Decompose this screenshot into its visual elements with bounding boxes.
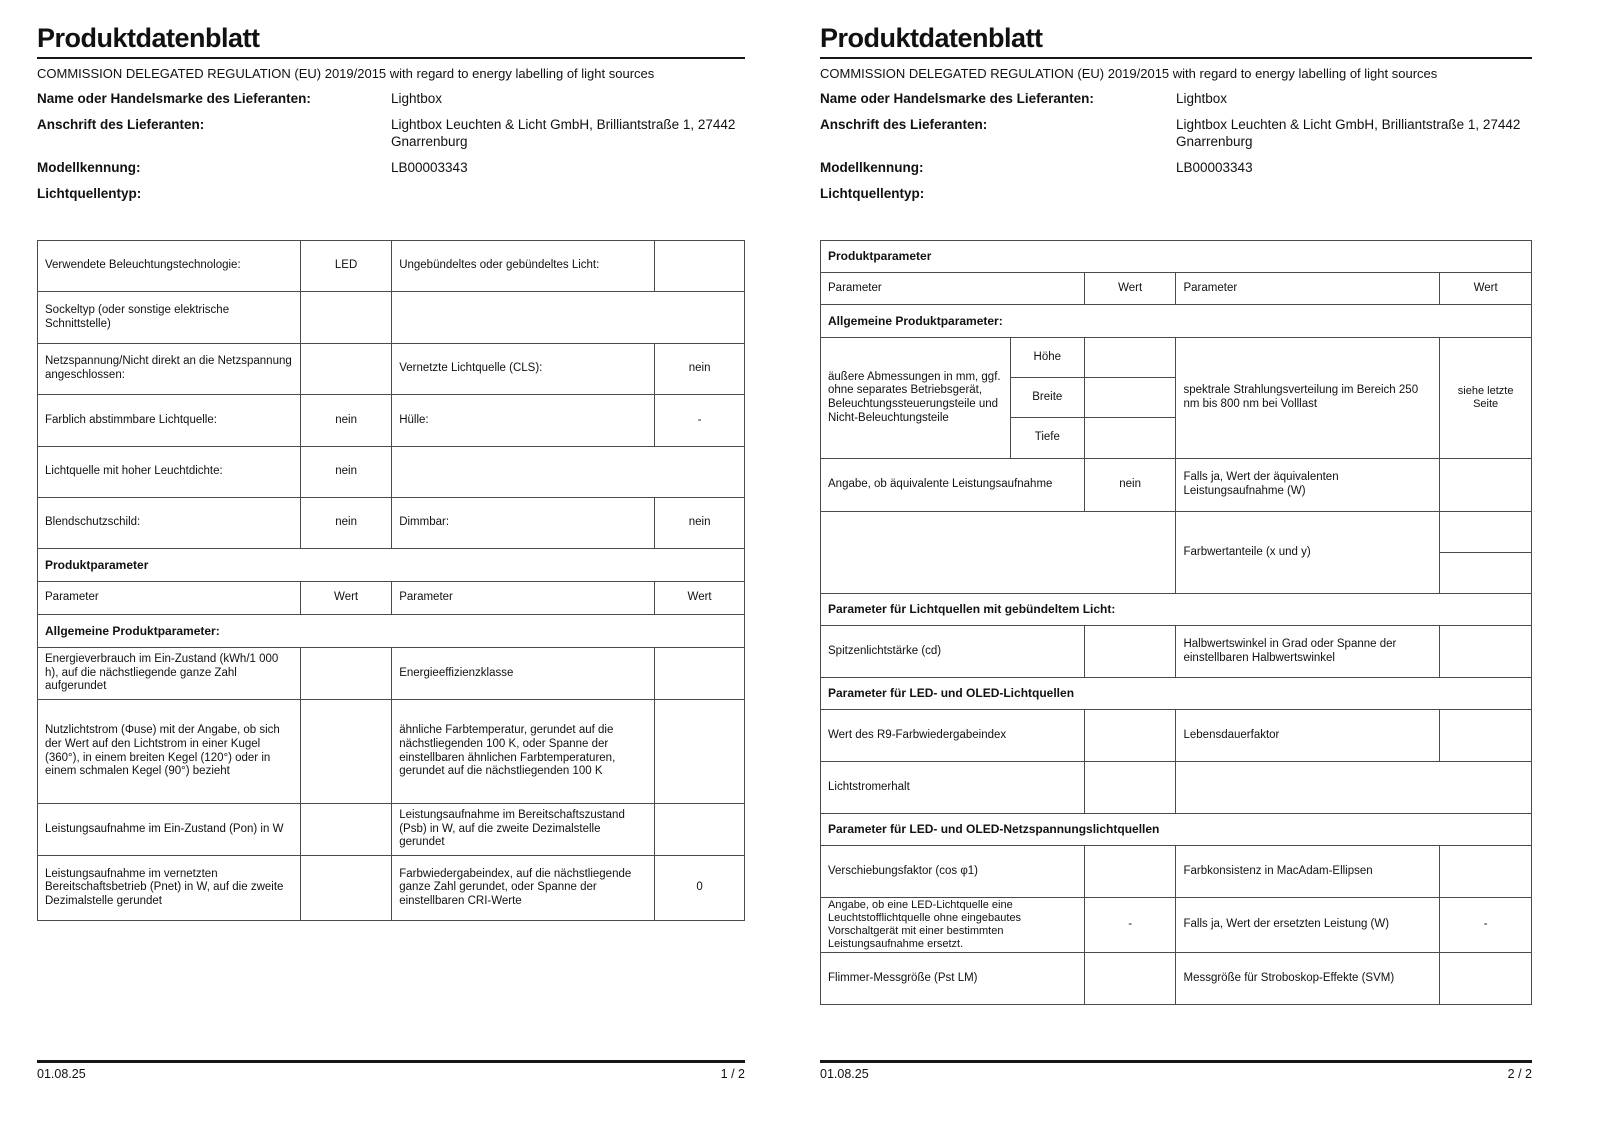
param-label: Leistungsaufnahme im Ein-Zustand (Pon) in W — [38, 804, 301, 856]
param-label: Spitzenlichtstärke (cd) — [821, 626, 1085, 678]
param-value: nein — [301, 395, 392, 447]
table-section-heading: Produktparameter — [38, 549, 745, 582]
param-label: Lichtstromerhalt — [821, 762, 1085, 814]
dimensions-label: äußere Abmessungen in mm, ggf. ohne separates Betriebsgerät, Beleuchtungssteuerungsteile und Nicht-Beleuchtungsteile — [821, 338, 1011, 459]
param-label: Energieeffizienzklasse — [392, 648, 655, 700]
empty-region — [821, 512, 1176, 594]
footer-page-number: 1 / 2 — [720, 1067, 745, 1081]
param-label: Nutzlichtstrom (Φuse) mit der Angabe, ob sich der Wert auf den Lichtstrom in einer Kugel (360°), in einem breiten Kegel (120°) oder in einem schmalen Kegel (90°) bezieht — [38, 700, 301, 804]
page-1 — [37, 0, 745, 1131]
param-value — [1440, 846, 1532, 898]
param-value — [301, 700, 392, 804]
table-row — [38, 292, 745, 344]
param-label: Angabe, ob eine LED-Lichtquelle eine Leuchtstofflichtquelle ohne eingebautes Vorschaltgerät mit einer bestimmten Leistungsaufnahme ersetzt. — [821, 898, 1085, 953]
column-header: Wert — [1084, 273, 1176, 305]
page-title: Produktdatenblatt — [820, 23, 1043, 53]
param-value — [1440, 459, 1532, 512]
param-value — [301, 344, 392, 395]
param-label: Farbwiedergabeindex, auf die nächstliegende ganze Zahl gerundet, oder Spanne der einstellbaren CRI-Werte — [392, 856, 655, 921]
param-value — [655, 804, 745, 856]
model-id-row — [37, 159, 745, 176]
param-value: nein — [655, 344, 745, 395]
table-section-row — [38, 615, 745, 648]
page-footer — [820, 1060, 1532, 1082]
supplier-name-label: Name oder Handelsmarke des Lieferanten: — [820, 91, 1094, 106]
param-label: Dimmbar: — [392, 498, 655, 549]
chromaticity-x-value — [1440, 512, 1532, 553]
light-source-type-label: Lichtquellentyp: — [820, 186, 925, 201]
column-header: Wert — [301, 582, 392, 615]
param-value — [392, 292, 745, 344]
supplier-address-row — [37, 116, 745, 150]
param-value — [301, 648, 392, 700]
table-section-row — [821, 305, 1532, 338]
table-section-heading: Allgemeine Produktparameter: — [821, 305, 1532, 338]
param-value — [1084, 626, 1176, 678]
table-row — [38, 395, 745, 447]
supplier-name-row — [37, 90, 745, 107]
param-label: Flimmer-Messgröße (Pst LM) — [821, 952, 1085, 1004]
dimension-height-label: Höhe — [1010, 338, 1084, 378]
table-row — [38, 700, 745, 804]
table-section-heading: Produktparameter — [821, 241, 1532, 273]
param-value — [1440, 710, 1532, 762]
param-value: - — [655, 395, 745, 447]
supplier-address-row — [820, 116, 1532, 150]
param-label: Vernetzte Lichtquelle (CLS): — [392, 344, 655, 395]
param-value: nein — [301, 447, 392, 498]
regulation-subtitle: COMMISSION DELEGATED REGULATION (EU) 2019/2015 with regard to energy labelling of light sources — [37, 66, 655, 81]
param-label: Farblich abstimmbare Lichtquelle: — [38, 395, 301, 447]
column-header: Parameter — [1176, 273, 1440, 305]
param-value — [301, 292, 392, 344]
table-row — [38, 498, 745, 549]
title-block — [820, 0, 1532, 59]
model-id-value: LB00003343 — [391, 160, 468, 175]
param-value — [1084, 846, 1176, 898]
param-value — [655, 241, 745, 292]
dimension-width-label: Breite — [1010, 378, 1084, 418]
footer-date: 01.08.25 — [37, 1067, 86, 1081]
table-row — [38, 804, 745, 856]
footer-page-number: 2 / 2 — [1507, 1067, 1532, 1081]
table-section-heading: Parameter für LED- und OLED-Netzspannungslichtquellen — [821, 814, 1532, 846]
dimension-depth-value — [1084, 418, 1176, 459]
light-source-type-label: Lichtquellentyp: — [37, 186, 142, 201]
param-value — [655, 648, 745, 700]
param-label: Sockeltyp (oder sonstige elektrische Schnittstelle) — [38, 292, 301, 344]
param-value: nein — [301, 498, 392, 549]
dimension-depth-label: Tiefe — [1010, 418, 1084, 459]
table-row — [38, 241, 745, 292]
table-section-row — [821, 241, 1532, 273]
supplier-fields — [820, 90, 1532, 202]
light-source-type-value — [1176, 185, 1532, 202]
param-value — [1084, 710, 1176, 762]
table-header-row — [38, 582, 745, 615]
dimension-height-value — [1084, 338, 1176, 378]
table-row — [821, 898, 1532, 953]
param-label: Verschiebungsfaktor (cos φ1) — [821, 846, 1085, 898]
page2-parameters-table — [820, 240, 1532, 1005]
param-value — [1440, 952, 1532, 1004]
column-header: Parameter — [392, 582, 655, 615]
model-id-label: Modellkennung: — [37, 160, 141, 175]
title-block — [37, 0, 745, 59]
table-section-heading: Allgemeine Produktparameter: — [38, 615, 745, 648]
param-label: Angabe, ob äquivalente Leistungsaufnahme — [821, 459, 1085, 512]
light-source-type-value — [391, 185, 745, 202]
table-row — [821, 846, 1532, 898]
param-value — [301, 856, 392, 921]
param-value: nein — [655, 498, 745, 549]
table-row — [821, 952, 1532, 1004]
page-2 — [820, 0, 1532, 1131]
table-section-row — [821, 594, 1532, 626]
param-value — [655, 700, 745, 804]
table-row — [38, 447, 745, 498]
param-label: Hülle: — [392, 395, 655, 447]
page1-parameters-table — [37, 240, 745, 921]
model-id-row — [820, 159, 1532, 176]
param-value — [1084, 762, 1176, 814]
param-label: Wert des R9-Farbwiedergabeindex — [821, 710, 1085, 762]
page-footer — [37, 1060, 745, 1082]
supplier-name-value: Lightbox — [1176, 91, 1228, 106]
column-header: Wert — [655, 582, 745, 615]
param-value: nein — [1084, 459, 1176, 512]
dimension-width-value — [1084, 378, 1176, 418]
param-label: Lebensdauerfaktor — [1176, 710, 1440, 762]
param-value — [301, 804, 392, 856]
table-section-heading: Parameter für LED- und OLED-Lichtquellen — [821, 678, 1532, 710]
param-value: - — [1440, 898, 1532, 953]
model-id-value: LB00003343 — [1176, 160, 1253, 175]
regulation-subtitle: COMMISSION DELEGATED REGULATION (EU) 2019/2015 with regard to energy labelling of light sources — [820, 66, 1438, 81]
supplier-address-label: Anschrift des Lieferanten: — [37, 117, 205, 132]
param-label: Ungebündeltes oder gebündeltes Licht: — [392, 241, 655, 292]
param-label: Farbkonsistenz in MacAdam-Ellipsen — [1176, 846, 1440, 898]
param-label: Blendschutzschild: — [38, 498, 301, 549]
table-row — [821, 762, 1532, 814]
supplier-address-value: Lightbox Leuchten & Licht GmbH, Brilliantstraße 1, 27442 Gnarrenburg — [391, 117, 736, 149]
param-label: Netzspannung/Nicht direkt an die Netzspannung angeschlossen: — [38, 344, 301, 395]
param-label: Falls ja, Wert der ersetzten Leistung (W) — [1176, 898, 1440, 953]
param-value — [392, 447, 745, 498]
supplier-name-label: Name oder Handelsmarke des Lieferanten: — [37, 91, 311, 106]
light-source-type-row — [37, 185, 745, 202]
footer-date: 01.08.25 — [820, 1067, 869, 1081]
chromaticity-y-value — [1440, 553, 1532, 594]
param-value: - — [1084, 898, 1176, 953]
table-row — [38, 344, 745, 395]
column-header: Parameter — [38, 582, 301, 615]
table-header-row — [821, 273, 1532, 305]
param-label: Leistungsaufnahme im Bereitschaftszustand (Psb) in W, auf die zweite Dezimalstelle gerundet — [392, 804, 655, 856]
supplier-address-label: Anschrift des Lieferanten: — [820, 117, 988, 132]
param-label: Halbwertswinkel in Grad oder Spanne der einstellbaren Halbwertswinkel — [1176, 626, 1440, 678]
param-label: Lichtquelle mit hoher Leuchtdichte: — [38, 447, 301, 498]
table-row — [821, 512, 1532, 553]
table-section-row — [821, 814, 1532, 846]
spectral-distribution-value: siehe letzte Seite — [1440, 338, 1532, 459]
page-title: Produktdatenblatt — [37, 23, 260, 53]
table-row — [38, 856, 745, 921]
param-label: Messgröße für Stroboskop-Effekte (SVM) — [1176, 952, 1440, 1004]
spectral-distribution-label: spektrale Strahlungsverteilung im Bereich 250 nm bis 800 nm bei Volllast — [1176, 338, 1440, 459]
supplier-name-value: Lightbox — [391, 91, 443, 106]
column-header: Wert — [1440, 273, 1532, 305]
table-row — [821, 459, 1532, 512]
param-label: Falls ja, Wert der äquivalenten Leistungsaufnahme (W) — [1176, 459, 1440, 512]
table-row — [821, 626, 1532, 678]
param-label: Energieverbrauch im Ein-Zustand (kWh/1 000 h), auf die nächstliegende ganze Zahl aufgerundet — [38, 648, 301, 700]
table-section-row — [821, 678, 1532, 710]
supplier-name-row — [820, 90, 1532, 107]
table-section-heading: Parameter für Lichtquellen mit gebündeltem Licht: — [821, 594, 1532, 626]
table-section-row — [38, 549, 745, 582]
supplier-address-value: Lightbox Leuchten & Licht GmbH, Brilliantstraße 1, 27442 Gnarrenburg — [1176, 117, 1521, 149]
supplier-fields — [37, 90, 745, 202]
table-row — [821, 710, 1532, 762]
param-label: Leistungsaufnahme im vernetzten Bereitschaftsbetrieb (Pnet) in W, auf die zweite Dezimalstelle gerundet — [38, 856, 301, 921]
param-value: LED — [301, 241, 392, 292]
light-source-type-row — [820, 185, 1532, 202]
param-label: ähnliche Farbtemperatur, gerundet auf die nächstliegenden 100 K, oder Spanne der einstellbaren ähnlichen Farbtemperaturen, gerundet auf die nächstliegenden 100 K — [392, 700, 655, 804]
param-value — [1440, 626, 1532, 678]
param-value — [1084, 952, 1176, 1004]
table-row — [821, 338, 1532, 378]
param-value: 0 — [655, 856, 745, 921]
column-header: Parameter — [821, 273, 1085, 305]
table-row — [38, 648, 745, 700]
chromaticity-label: Farbwertanteile (x und y) — [1176, 512, 1440, 594]
param-label: Verwendete Beleuchtungstechnologie: — [38, 241, 301, 292]
param-value — [1176, 762, 1532, 814]
model-id-label: Modellkennung: — [820, 160, 924, 175]
